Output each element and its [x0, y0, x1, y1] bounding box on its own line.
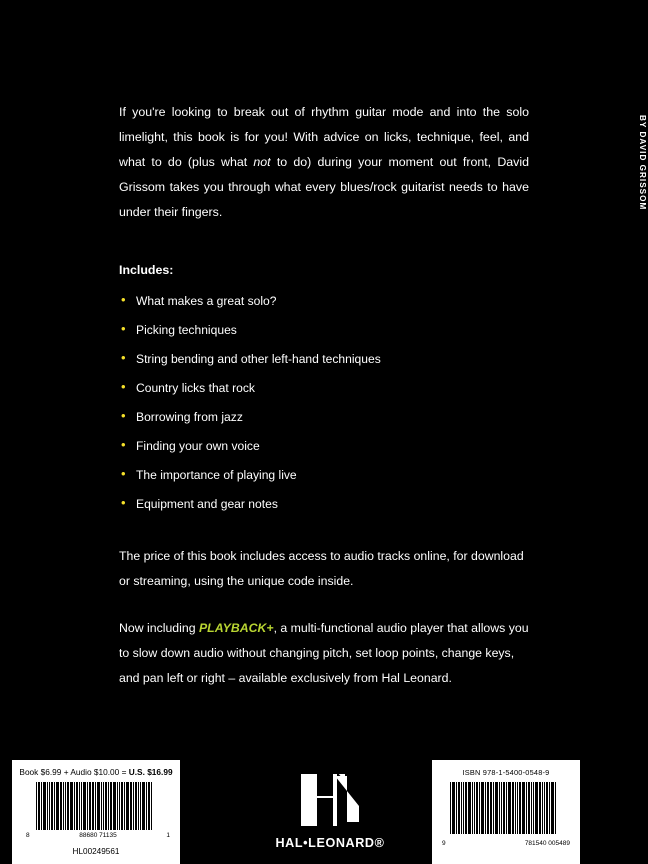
publisher-logo-area	[260, 772, 400, 850]
left-edge-strip	[0, 0, 12, 864]
blurb-text-part1: If you're looking to break out of rhythm guitar mode and into the solo limelight, this book is for you! With advice on licks, technique, feel, and what to do (plus what	[119, 105, 529, 169]
publisher-name: HAL•LEONARD®	[275, 836, 385, 850]
list-item: • Picking techniques	[119, 322, 529, 338]
playback-text-part1: Now including	[119, 621, 199, 635]
upc-main-digits: 88680 71135	[79, 832, 117, 839]
ean-bars	[450, 782, 562, 834]
ean-barcode	[442, 782, 570, 847]
ean-left-digit: 9	[442, 840, 446, 847]
playback-plus-note	[119, 616, 529, 691]
price-prefix: Book $6.99 + Audio $10.00 =	[19, 767, 129, 777]
ean-digits	[442, 840, 570, 847]
list-item: • String bending and other left-hand techniques	[119, 351, 529, 367]
blurb-text-part2: to do) during your moment out front, David Grissom takes you through what every blues/rock guitarist needs to have under their fingers.	[119, 155, 530, 219]
list-item: • The importance of playing live	[119, 467, 529, 483]
hal-leonard-product-number: HL00249561	[72, 847, 120, 856]
audio-access-note: The price of this book includes access to audio tracks online, for download or streaming, using the unique code inside.	[119, 549, 524, 588]
spine-author: BY DAVID GRISSOM	[638, 115, 647, 211]
blurb-emphasis: not	[253, 155, 271, 169]
price-barcode-panel	[12, 760, 180, 864]
list-item: • Equipment and gear notes	[119, 496, 529, 512]
blurb-paragraph	[119, 100, 529, 225]
list-item: • Borrowing from jazz	[119, 409, 529, 425]
price-line	[12, 767, 180, 777]
upc-left-digit: 8	[26, 832, 30, 839]
includes-heading: Includes:	[119, 263, 174, 277]
list-item: • Country licks that rock	[119, 380, 529, 396]
playback-text-part2: , a multi-functional audio player that allows you to slow down audio without changing pitch, set loop points, change keys, and pan left or right – available exclusively from Hal Leonard.	[119, 621, 529, 685]
list-item: • Finding your own voice	[119, 438, 529, 454]
back-cover-content	[119, 100, 529, 691]
upc-right-digit: 1	[166, 832, 170, 839]
book-spine	[580, 0, 648, 864]
playback-plus-brand: PLAYBACK+	[198, 621, 274, 635]
ean-main-digits: 781540 005489	[524, 840, 570, 847]
hal-leonard-logo-icon	[293, 772, 367, 828]
upc-bars	[36, 782, 160, 830]
isbn-barcode-panel	[432, 760, 580, 864]
list-item: • What makes a great solo?	[119, 293, 529, 309]
includes-list	[119, 293, 529, 512]
upc-digits	[26, 832, 170, 839]
spine-title	[638, 0, 648, 18]
upc-barcode	[26, 782, 170, 839]
price-amount: U.S. $16.99	[128, 767, 173, 777]
isbn-text: ISBN 978-1-5400-0548-9	[462, 768, 550, 777]
